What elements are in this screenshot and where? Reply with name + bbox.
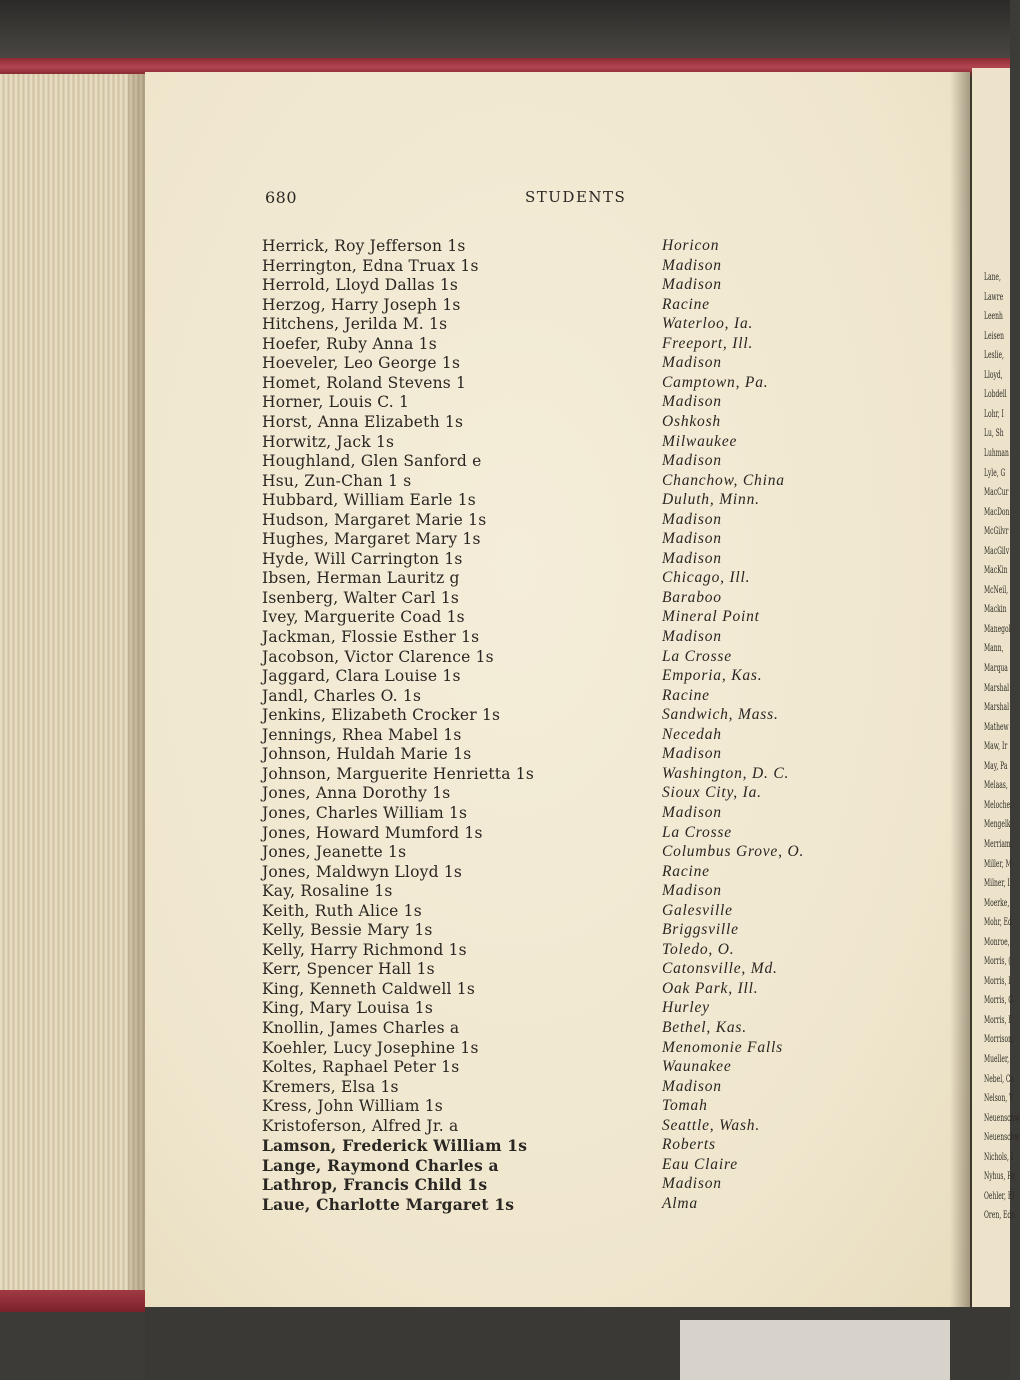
student-entry — [262, 257, 842, 277]
student-entry — [262, 354, 842, 374]
student-name: Jones, Jeanette 1s — [262, 843, 407, 862]
student-entry — [262, 530, 842, 550]
student-hometown: Madison — [662, 882, 722, 900]
student-hometown: Briggsville — [662, 921, 739, 939]
facing-page-line: Leslie, — [984, 350, 1004, 362]
student-entry — [262, 843, 842, 863]
facing-page-line: MacCur — [984, 487, 1009, 499]
facing-page-line: Mengelk — [984, 819, 1011, 831]
student-name: Herrick, Roy Jefferson 1s — [262, 237, 466, 255]
facing-page-line: McNeil, — [984, 584, 1009, 596]
student-name: King, Kenneth Caldwell 1s — [262, 979, 475, 998]
student-entry — [262, 433, 842, 453]
facing-page-line: Maw, Ir — [984, 741, 1008, 753]
student-name: Houghland, Glen Sanford e — [262, 452, 482, 471]
student-entry — [262, 706, 842, 726]
student-name: Hyde, Will Carrington 1s — [262, 549, 463, 568]
student-hometown: Racine — [662, 862, 710, 880]
student-hometown: Racine — [662, 686, 710, 704]
student-name: Kelly, Harry Richmond 1s — [262, 940, 467, 959]
student-hometown: Mineral Point — [662, 608, 760, 626]
facing-page-line: Leisen — [984, 330, 1004, 342]
student-name: Homet, Roland Stevens 1 — [262, 373, 467, 392]
facing-page-line: Luhman — [984, 447, 1009, 459]
facing-page-line: Neuenschw — [984, 1132, 1020, 1144]
student-hometown: Madison — [662, 628, 722, 645]
student-entry — [262, 550, 842, 570]
student-name: Koltes, Raphael Peter 1s — [262, 1058, 460, 1077]
student-hometown: Sandwich, Mass. — [662, 706, 779, 724]
facing-page-line: Oren, Edn — [984, 1210, 1016, 1222]
student-entry — [262, 902, 842, 922]
student-entry — [262, 1136, 842, 1156]
student-name: Ivey, Marguerite Coad 1s — [262, 608, 465, 627]
student-hometown: Madison — [662, 452, 722, 470]
running-title: STUDENTS — [525, 188, 627, 206]
student-hometown: Roberts — [662, 1136, 716, 1154]
facing-page-line: May, Pa — [984, 760, 1008, 772]
facing-page-line: Melaas, — [984, 780, 1008, 792]
student-entry — [262, 784, 842, 804]
student-hometown: Duluth, Minn. — [662, 491, 760, 509]
student-name: King, Mary Louisa 1s — [262, 999, 434, 1018]
facing-page-line: Manegol — [984, 623, 1011, 635]
student-hometown: Madison — [662, 549, 722, 567]
student-name: Jones, Maldwyn Lloyd 1s — [262, 862, 463, 881]
student-entry — [262, 1058, 842, 1078]
student-name: Lathrop, Francis Child 1s — [262, 1175, 488, 1195]
student-entry — [262, 511, 842, 531]
facing-page-line: Nyhus, Pa — [984, 1171, 1015, 1183]
student-entry — [262, 374, 842, 394]
student-entry — [262, 1019, 842, 1039]
student-hometown: Madison — [662, 276, 722, 294]
facing-page-line: McGilvr — [984, 526, 1009, 538]
student-entry — [262, 413, 842, 433]
student-entry — [262, 608, 842, 628]
student-name: Laue, Charlotte Margaret 1s — [262, 1194, 515, 1214]
student-name: Hoeveler, Leo George 1s — [262, 354, 461, 373]
student-hometown: Freeport, Ill. — [662, 334, 754, 352]
student-entry — [262, 999, 842, 1019]
facing-page-line: Nebel, Ca — [984, 1073, 1015, 1085]
student-entry — [262, 315, 842, 335]
student-entry — [262, 276, 842, 296]
student-entry — [262, 726, 842, 746]
facing-page-line: MacGilv — [984, 545, 1010, 557]
student-hometown: Madison — [662, 803, 722, 821]
student-hometown: Madison — [662, 393, 722, 411]
student-entry — [262, 1039, 842, 1059]
student-name: Horst, Anna Elizabeth 1s — [262, 412, 464, 431]
student-hometown: Emporia, Kas. — [662, 667, 763, 685]
student-entry — [262, 296, 842, 316]
student-entry — [262, 1117, 842, 1137]
student-name: Knollin, James Charles a — [262, 1019, 460, 1037]
student-name: Jackman, Flossie Esther 1s — [262, 628, 480, 646]
facing-page-line: Morris, I — [984, 975, 1011, 987]
facing-page-line: Oehler, El — [984, 1190, 1015, 1202]
page-number: 680 — [265, 188, 298, 207]
facing-page-line: Nelson, V — [984, 1093, 1014, 1105]
student-entry — [262, 667, 842, 687]
student-entry — [262, 921, 842, 941]
student-hometown: Racine — [662, 295, 710, 313]
student-entry — [262, 1097, 842, 1117]
student-name: Jones, Anna Dorothy 1s — [262, 784, 451, 803]
facing-page-line: Monroe, — [984, 936, 1010, 948]
student-hometown: Camptown, Pa. — [662, 373, 769, 391]
facing-page-line: Milner, I — [984, 878, 1010, 890]
student-hometown: Galesville — [662, 901, 733, 919]
student-name: Herrington, Edna Truax 1s — [262, 256, 479, 275]
facing-page-line: Mann, — [984, 643, 1004, 655]
student-name: Horner, Louis C. 1 — [262, 393, 410, 412]
student-name: Hitchens, Jerilda M. 1s — [262, 315, 448, 334]
facing-page-line: Mathew — [984, 721, 1009, 733]
facing-page-line: MacDon — [984, 506, 1010, 518]
student-hometown: Madison — [662, 256, 722, 274]
facing-page-line: Lu, Sh — [984, 428, 1004, 440]
facing-page-line: Lyle, G — [984, 467, 1006, 479]
student-name: Johnson, Marguerite Henrietta 1s — [262, 764, 534, 783]
student-hometown: Bethel, Kas. — [662, 1019, 747, 1036]
facing-page-line: Morrison, — [984, 1034, 1014, 1046]
student-entry — [262, 882, 842, 902]
student-entry — [262, 941, 842, 961]
facing-page-line: Neuenschw — [984, 1112, 1020, 1124]
student-name: Hudson, Margaret Marie 1s — [262, 510, 487, 529]
student-name: Herzog, Harry Joseph 1s — [262, 295, 461, 314]
facing-page-line: Morris, F — [984, 1014, 1013, 1026]
student-name: Jaggard, Clara Louise 1s — [262, 667, 461, 686]
student-entry — [262, 1156, 842, 1176]
student-hometown: Madison — [662, 745, 722, 763]
student-hometown: Alma — [662, 1194, 698, 1212]
student-hometown: Sioux City, Ia. — [662, 784, 762, 802]
student-entry — [262, 1175, 842, 1195]
facing-page-line: Meloche, — [984, 799, 1012, 811]
student-entry — [262, 628, 842, 648]
student-hometown: Menomonie Falls — [662, 1038, 783, 1056]
student-name: Koehler, Lucy Josephine 1s — [262, 1038, 479, 1057]
student-name: Kelly, Bessie Mary 1s — [262, 921, 433, 940]
student-entry — [262, 980, 842, 1000]
student-name: Kremers, Elsa 1s — [262, 1077, 399, 1096]
facing-page-line: Mackin — [984, 604, 1007, 616]
student-hometown: Washington, D. C. — [662, 764, 790, 782]
student-entry — [262, 960, 842, 980]
student-hometown: Toledo, O. — [662, 940, 735, 958]
student-name: Hubbard, William Earle 1s — [262, 491, 476, 510]
facing-page-line: Morris, ( — [984, 956, 1011, 968]
student-name: Lange, Raymond Charles a — [262, 1155, 499, 1175]
student-entry — [262, 648, 842, 668]
student-hometown: Horicon — [662, 237, 720, 254]
student-hometown: Eau Claire — [662, 1155, 738, 1173]
student-hometown: Chicago, Ill. — [662, 569, 751, 587]
facing-page-line: Lawre — [984, 291, 1004, 303]
facing-page-line: Lohr, I — [984, 408, 1004, 420]
student-name: Lamson, Frederick William 1s — [262, 1136, 528, 1156]
student-name: Hsu, Zun-Chan 1 s — [262, 471, 412, 490]
student-hometown: Madison — [662, 1175, 722, 1193]
student-name: Kay, Rosaline 1s — [262, 882, 393, 901]
student-entry — [262, 824, 842, 844]
student-name: Horwitz, Jack 1s — [262, 432, 395, 451]
student-hometown: La Crosse — [662, 823, 732, 841]
student-entry — [262, 237, 842, 257]
facing-page-line: Nichols, I — [984, 1151, 1014, 1163]
student-name: Jenkins, Elizabeth Crocker 1s — [262, 706, 501, 725]
student-name: Jacobson, Victor Clarence 1s — [262, 647, 494, 666]
facing-page-line: MacKin — [984, 565, 1008, 577]
student-hometown: Madison — [662, 354, 722, 372]
facing-page-line: Marshal — [984, 702, 1010, 714]
student-hometown: Chanchow, China — [662, 471, 785, 489]
facing-page-line: Mueller, — [984, 1054, 1010, 1065]
student-hometown: Tomah — [662, 1097, 708, 1115]
student-name: Hughes, Margaret Mary 1s — [262, 530, 481, 549]
student-entry — [262, 452, 842, 472]
facing-page-line: Lobdell — [984, 389, 1007, 401]
student-hometown: Madison — [662, 510, 722, 528]
student-entry — [262, 745, 842, 765]
student-hometown: Oshkosh — [662, 412, 721, 430]
student-entry — [262, 804, 842, 824]
student-hometown: Waunakee — [662, 1058, 732, 1076]
student-hometown: Madison — [662, 1077, 722, 1095]
student-hometown: Madison — [662, 530, 722, 548]
student-name: Kerr, Spencer Hall 1s — [262, 960, 435, 979]
facing-page-line: Leenh — [984, 311, 1003, 323]
facing-page-line: Mohr, Ed — [984, 917, 1012, 929]
facing-page-line: Marshal — [984, 682, 1010, 694]
student-hometown: Hurley — [662, 999, 710, 1017]
student-entry — [262, 472, 842, 492]
student-entry — [262, 1195, 842, 1215]
student-name: Jones, Howard Mumford 1s — [262, 823, 483, 842]
student-name: Herrold, Lloyd Dallas 1s — [262, 276, 459, 295]
student-hometown: Waterloo, Ia. — [662, 315, 754, 333]
student-hometown: Milwaukee — [662, 432, 738, 450]
student-entry — [262, 491, 842, 511]
facing-page-line: Lloyd, — [984, 369, 1003, 381]
student-name: Ibsen, Herman Lauritz g — [262, 569, 460, 588]
student-entry — [262, 335, 842, 355]
facing-page-line: Merriam, — [984, 838, 1013, 850]
student-hometown: Columbus Grove, O. — [662, 843, 805, 861]
student-entry — [262, 1078, 842, 1098]
student-entry — [262, 569, 842, 589]
student-entry — [262, 393, 842, 413]
student-name: Keith, Ruth Alice 1s — [262, 901, 422, 920]
student-name: Johnson, Huldah Marie 1s — [262, 745, 472, 764]
facing-page-line: Miller, M — [984, 858, 1012, 870]
student-hometown: La Crosse — [662, 647, 732, 665]
student-name: Kress, John William 1s — [262, 1097, 443, 1116]
student-hometown: Seattle, Wash. — [662, 1116, 761, 1134]
student-hometown: Necedah — [662, 725, 722, 743]
facing-page-line: Lane, — [984, 272, 1001, 283]
student-entry — [262, 863, 842, 883]
student-hometown: Oak Park, Ill. — [662, 979, 759, 997]
student-name: Jones, Charles William 1s — [262, 803, 468, 822]
student-entry — [262, 765, 842, 785]
facing-page-line: Moerke, — [984, 897, 1010, 909]
student-hometown: Baraboo — [662, 588, 722, 606]
student-name: Kristoferson, Alfred Jr. a — [262, 1116, 459, 1135]
student-name: Jandl, Charles O. 1s — [262, 686, 422, 705]
student-entry — [262, 589, 842, 609]
facing-page-line: Marqua — [984, 663, 1008, 674]
student-name: Jennings, Rhea Mabel 1s — [262, 725, 462, 744]
facing-page-line: Morris, G — [984, 995, 1014, 1007]
student-hometown: Catonsville, Md. — [662, 960, 778, 978]
student-entry — [262, 687, 842, 707]
student-name: Isenberg, Walter Carl 1s — [262, 588, 460, 607]
student-name: Hoefer, Ruby Anna 1s — [262, 334, 437, 353]
